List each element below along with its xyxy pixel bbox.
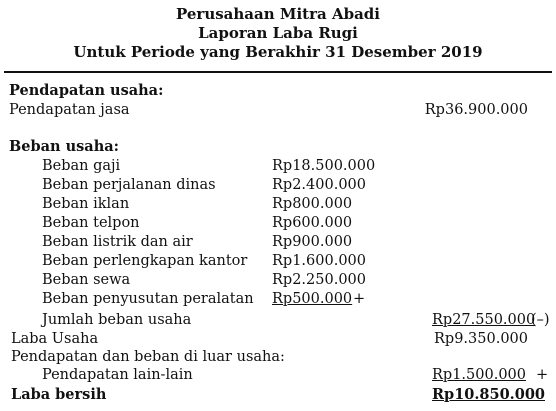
expense-label: Beban penyusutan peralatan [42, 291, 254, 307]
revenue-item-value: Rp36.900.000 [424, 102, 528, 118]
expense-label: Beban telpon [42, 215, 140, 231]
expense-label: Beban listrik dan air [42, 234, 193, 250]
expense-value: Rp2.250.000 [272, 272, 366, 288]
other-income-suffix: + [536, 367, 549, 383]
net-profit-value: Rp10.850.000 [432, 386, 545, 403]
operating-profit-value: Rp9.350.000 [434, 331, 528, 347]
expense-label: Beban perjalanan dinas [42, 177, 216, 193]
expense-value: Rp18.500.000 [272, 158, 376, 174]
revenue-heading: Pendapatan usaha: [9, 82, 164, 99]
expense-label: Beban perlengkapan kantor [42, 253, 248, 269]
expense-value: Rp500.000 [272, 291, 353, 307]
expense-value: Rp900.000 [272, 234, 353, 250]
header-divider [4, 71, 552, 73]
revenue-item-label: Pendapatan jasa [9, 102, 130, 118]
expense-total-label: Jumlah beban usaha [42, 312, 192, 328]
expense-value: Rp800.000 [272, 196, 353, 212]
other-income-value: Rp1.500.000 [432, 367, 526, 383]
expense-total-value: Rp27.550.000 [432, 312, 536, 328]
expense-total-suffix: (–) [531, 312, 550, 328]
expenses-heading: Beban usaha: [9, 138, 119, 155]
expense-label: Beban gaji [42, 158, 121, 174]
operating-profit-label: Laba Usaha [11, 331, 99, 347]
other-income-label: Pendapatan lain-lain [42, 367, 193, 383]
expense-value: Rp600.000 [272, 215, 353, 231]
report-period: Untuk Periode yang Berakhir 31 Desember 2019 [73, 43, 483, 61]
expense-label: Beban sewa [42, 272, 131, 288]
expense-suffix: + [353, 291, 366, 307]
expense-value: Rp1.600.000 [272, 253, 366, 269]
company-name: Perusahaan Mitra Abadi [176, 5, 380, 23]
report-title: Laporan Laba Rugi [198, 24, 358, 42]
expense-label: Beban iklan [42, 196, 130, 212]
expense-value: Rp2.400.000 [272, 177, 366, 193]
net-profit-label: Laba bersih [11, 386, 107, 403]
other-income-heading: Pendapatan dan beban di luar usaha: [11, 349, 285, 365]
